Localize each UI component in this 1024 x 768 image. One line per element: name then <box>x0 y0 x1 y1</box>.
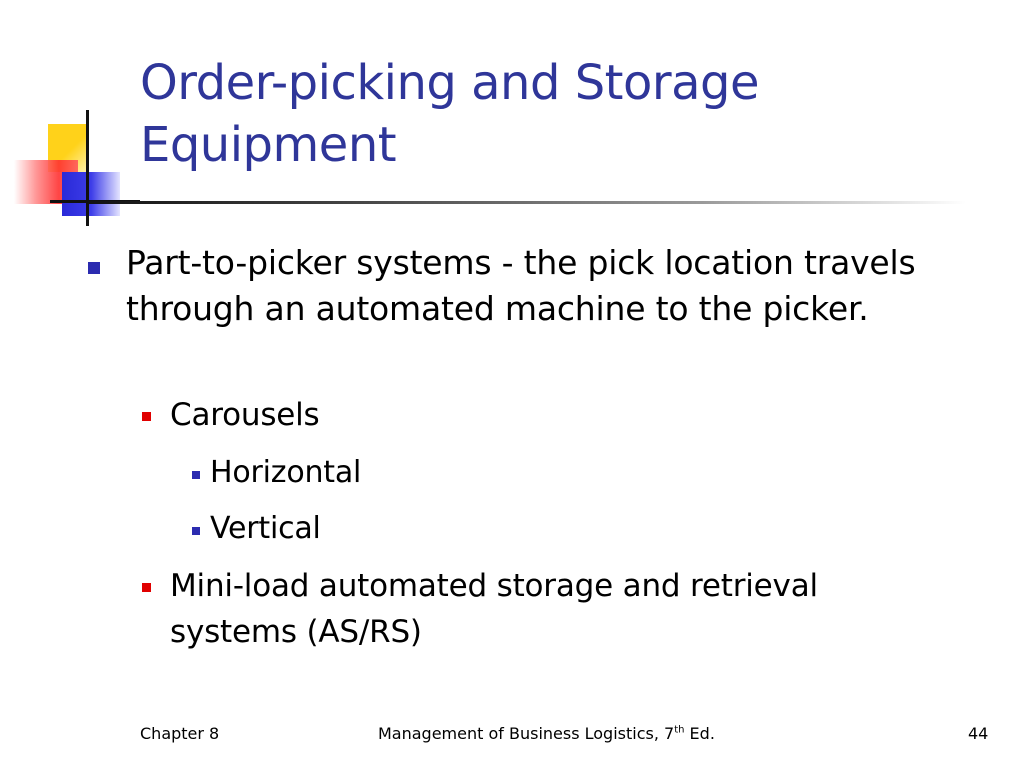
bullet-text: Vertical <box>210 511 321 546</box>
bullet-text: Mini-load automated storage and retrieval systems (AS/RS) <box>170 568 818 650</box>
footer-book-title <box>378 724 715 743</box>
bullet-text: Horizontal <box>210 455 362 490</box>
bullet-level3-horizontal <box>192 451 792 495</box>
square-bullet-icon <box>142 583 151 592</box>
footer-edition-superscript: th <box>674 724 685 736</box>
slide-title: Order-picking and Storage Equipment <box>140 55 759 173</box>
bullet-level1 <box>88 240 938 332</box>
footer-chapter: Chapter 8 <box>140 724 220 743</box>
bullet-text: Carousels <box>170 397 320 433</box>
footer-book-title-main: Management of Business Logistics, 7 <box>378 724 675 743</box>
square-bullet-icon <box>142 412 151 421</box>
bullet-level2-carousels <box>142 392 942 438</box>
square-bullet-icon <box>88 262 100 274</box>
square-bullet-icon <box>192 471 200 479</box>
footer-book-title-suffix: Ed. <box>684 724 715 743</box>
bullet-text: Part-to-picker systems - the pick location travels through an automated machine to the picker. <box>126 243 916 328</box>
square-bullet-icon <box>192 527 200 535</box>
page-number: 44 <box>968 724 989 743</box>
bullet-level3-vertical <box>192 507 792 551</box>
bullet-level2-asrs <box>142 563 942 655</box>
